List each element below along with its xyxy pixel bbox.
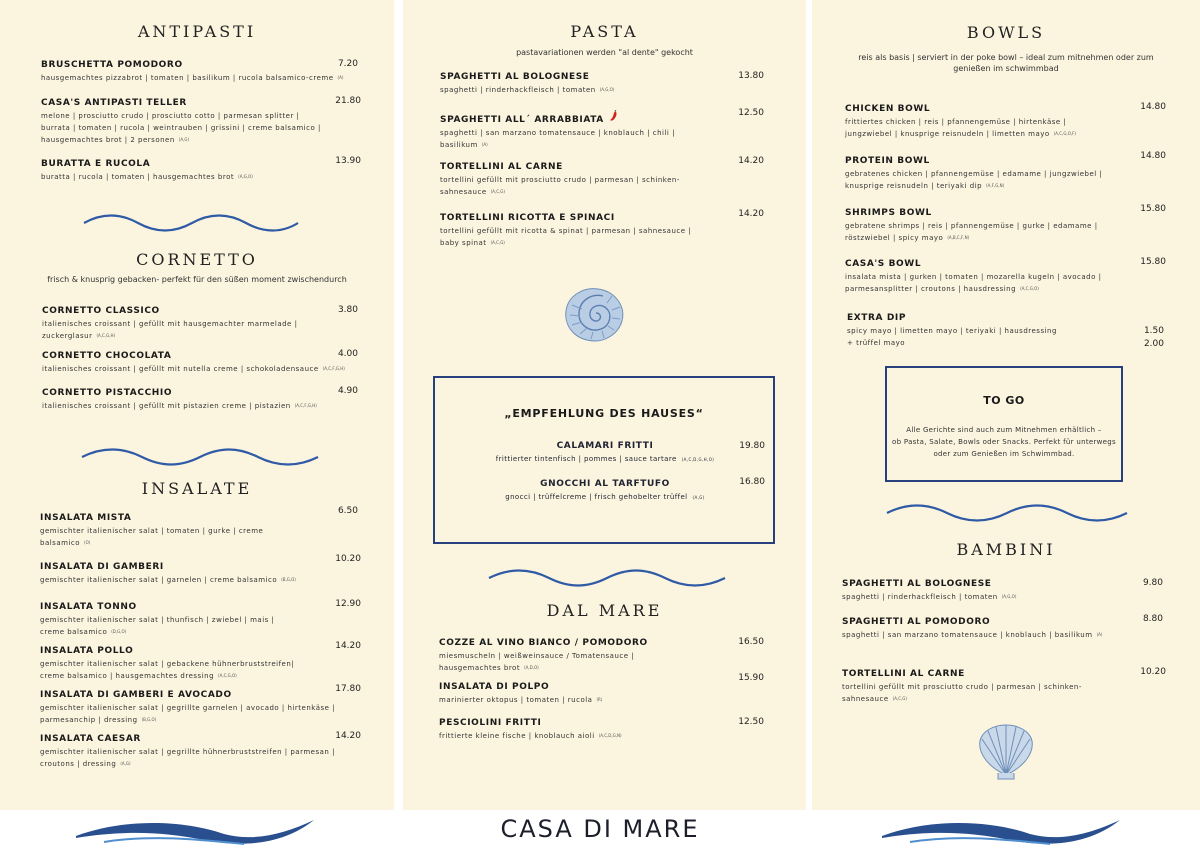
item-price: 1.50 [1143,326,1164,336]
item-desc: frittierter tintenfisch | pommes | sauce tartare (A,C,D,G,H,O) [495,455,715,463]
item-name: COZZE AL VINO BIANCO / POMODORO [439,638,648,648]
item-desc: italienisches croissant | gefüllt mit hausgemachter marmelade | zuckerglasur (A,C,G,H) [42,320,298,340]
item-price: 14.20 [335,731,361,741]
item-price: 7.20 [337,59,358,69]
item-price: 10.20 [1140,667,1166,677]
item-name: INSALATA DI GAMBERI E AVOCADO [40,690,232,700]
footer [0,810,1200,849]
menu-item [42,388,317,412]
item-name: INSALATA POLLO [40,646,134,656]
item-price: 8.80 [1142,614,1163,624]
item-desc: gebratenes chicken | pfannengemüse | edamame | jungzwiebel | knusprige reisnudeln | teriyaki dip (A,F,G,N) [845,170,1103,190]
menu-panel-left [0,0,394,810]
item-name: SHRIMPS BOWL [845,208,932,218]
item-name: SPAGHETTI AL BOLOGNESE [440,72,590,82]
extra-dip [847,313,1057,349]
item-name: CORNETTO PISTACCHIO [42,388,173,398]
item-price: 4.90 [337,386,358,396]
item-price: 12.50 [738,108,764,118]
item-desc: spaghetti | san marzano tomatensauce | knoblauch | chili | basilikum (A) [440,129,675,149]
menu-item [40,734,335,770]
item-name: TORTELLINI RICOTTA E SPINACI [440,213,615,223]
item-name: PROTEIN BOWL [845,156,930,166]
item-price: 13.90 [335,156,361,166]
item-desc: gemischter italienischer salat | tomaten | gurke | creme balsamico (O) [40,527,264,547]
item-price: 16.50 [738,637,764,647]
item-price: 14.80 [1140,102,1166,112]
insalate-title: INSALATE [141,479,253,498]
cornetto-subtitle: frisch & knusprig gebacken- perfekt für den süßen moment zwischendurch [47,275,347,284]
menu-item [845,259,1102,295]
item-price: 14.20 [335,641,361,651]
menu-item [435,479,775,501]
item-price: 16.80 [739,477,765,487]
item-desc: tortellini gefüllt mit ricotta & spinat | parmesan | sahnesauce | baby spinat (A,C,G) [440,227,692,247]
item-desc: spaghetti | rinderhackfleisch | tomaten (A,G,O) [842,593,1017,601]
item-desc: miesmuscheln | weißweinsauce / Tomatensauce | hausgemachtes brot (A,D,O) [439,652,635,672]
wave-divider-icon [80,445,320,469]
menu-item [842,579,1016,603]
item-price: 15.80 [1140,257,1166,267]
item-price: 9.80 [1142,578,1163,588]
menu-item [440,110,675,151]
item-desc: marinierter oktopus | tomaten | rucola (R) [439,696,603,704]
item-desc: insalata mista | gurken | tomaten | mozarella kugeln | avocado | parmesansplitter | croutons | hausdressing (A,C,G,O) [845,273,1102,293]
menu-item [440,213,691,249]
recommendation-box [433,376,775,544]
recommendation-title: „EMPFEHLUNG DES HAUSES“ [504,407,704,420]
item-desc: spicy mayo | limetten mayo | teriyaki | hausdressing + trüffel mayo [847,327,1057,347]
item-name: CASA'S ANTIPASTI TELLER [41,98,187,108]
item-desc: italienisches croissant | gefüllt mit pistazien creme | pistazien (A,C,F,G,H) [42,402,317,410]
menu-item [42,306,297,342]
item-price: 10.20 [335,554,361,564]
pasta-title: PASTA [570,22,639,41]
item-desc: gebratene shrimps | reis | pfannengemüse | gurke | edamame | röstzwiebel | spicy mayo (A,B,C,F,N) [845,222,1098,242]
dal-mare-title: DAL MARE [546,601,663,620]
menu-item [845,104,1076,140]
menu-item [40,690,335,726]
menu-item [439,718,622,742]
item-desc: tortellini gefüllt mit prosciutto crudo | parmesan | schinken- sahnesauce (A,C,G) [842,683,1082,703]
menu-item [435,441,775,463]
to-go-text: Alle Gerichte sind auch zum Mitnehmen erhältlich – ob Pasta, Salate, Bowls oder Snacks. Perfekt für unterwegs oder zum Genießen im Schwimmbad. [892,426,1116,458]
item-name: SPAGHETTI AL POMODORO [842,617,991,627]
item-name: TORTELLINI AL CARNE [842,669,965,679]
wave-divider-icon [82,213,300,237]
footer-wave-icon [880,814,1122,846]
item-price: 17.80 [335,684,361,694]
menu-item [440,162,680,198]
menu-item [845,156,1102,192]
item-name: CALAMARI FRITTI [556,441,654,451]
menu-item [41,60,343,84]
item-name: CORNETTO CLASSICO [42,306,160,316]
item-desc: buratta | rucola | tomaten | hausgemachtes brot (A,G,O) [41,173,253,181]
item-name: CHICKEN BOWL [845,104,931,114]
menu-item [842,617,1102,641]
item-desc: gemischter italienischer salat | gegrillte hühnerbruststreifen | parmesan | croutons | dressing (A,G) [40,748,335,768]
menu-item [842,669,1082,705]
item-price: 13.80 [738,71,764,81]
to-go-title: TO GO [983,394,1025,407]
item-name: BURATTA E RUCOLA [41,159,151,169]
item-name: TORTELLINI AL CARNE [440,162,563,172]
wave-divider-icon [487,566,727,590]
brand-logo: CASA DI MARE [500,815,700,843]
item-price: 19.80 [739,441,765,451]
item-price: 6.50 [337,506,358,516]
menu-item [41,98,321,146]
item-name: SPAGHETTI AL BOLOGNESE [842,579,992,589]
menu-item [439,682,602,706]
bambini-title: BAMBINI [956,540,1056,559]
item-desc: frittierte kleine fische | knoblauch aioli (A,C,D,G,N) [439,732,622,740]
item-name: SPAGHETTI ALL´ ARRABBIATA [440,110,675,125]
menu-item [845,208,1098,244]
menu-panel-right [812,0,1200,810]
bowls-subtitle: reis als basis | serviert in der poke bowl – ideal zum mitnehmen oder zum genießen im schwimmbad [858,53,1154,73]
item-name: INSALATA DI POLPO [439,682,550,692]
to-go-box [885,366,1123,482]
menu-item [40,513,263,549]
item-desc: melone | prosciutto crudo | prosciutto cotto | parmesan splitter | burrata | tomaten | rucola | weintrauben | grissini | creme balsamico | hausgemachtes brot | 2 personen (A,G) [41,112,321,144]
menu-item [41,159,253,183]
item-price: 12.90 [335,599,361,609]
item-desc: gemischter italienischer salat | thunfisch | zwiebel | mais | creme balsamico (D,G,O) [40,616,275,636]
menu-item [40,562,296,586]
item-name: INSALATA MISTA [40,513,132,523]
nautilus-shell-icon [560,283,632,345]
menu-item [440,72,614,96]
item-name: INSALATA TONNO [40,602,137,612]
item-price: 4.00 [337,349,358,359]
item-name: EXTRA DIP [847,313,907,323]
item-price: 2.00 [1143,339,1164,349]
item-desc: spaghetti | san marzano tomatensauce | knoblauch | basilikum (A) [842,631,1103,639]
item-name: PESCIOLINI FRITTI [439,718,542,728]
item-price: 14.20 [738,209,764,219]
menu-panel-middle [403,0,806,810]
item-price: 12.50 [738,717,764,727]
item-desc: hausgemachtes pizzabrot | tomaten | basilikum | rucola balsamico-creme (A) [41,74,344,82]
chili-icon [609,110,619,125]
item-name: GNOCCHI AL TARFTUFO [540,479,670,489]
menu-item [42,351,345,375]
item-name: BRUSCHETTA POMODORO [41,60,183,70]
item-price: 21.80 [335,96,361,106]
item-desc: gemischter italienischer salat | gegrillte garnelen | avocado | hirtenkäse | parmesanchip | dressing (B,G,O) [40,704,336,724]
item-price: 14.80 [1140,151,1166,161]
item-price: 14.20 [738,156,764,166]
item-desc: tortellini gefüllt mit prosciutto crudo | parmesan | schinken- sahnesauce (A,C,G) [440,176,680,196]
item-name: CASA'S BOWL [845,259,922,269]
item-desc: gemischter italienischer salat | gebackene hühnerbruststreifen| creme balsamico | hausgemachtes dressing (A,C,G,O) [40,660,295,680]
cornetto-title: CORNETTO [136,250,258,269]
menu-item [40,646,294,682]
antipasti-title: ANTIPASTI [137,22,257,41]
item-price: 3.80 [337,305,358,315]
bowls-title: BOWLS [966,23,1046,42]
pasta-subtitle: pastavariationen werden "al dente" gekocht [516,48,693,57]
wave-divider-icon [885,501,1129,525]
item-price: 15.90 [738,673,764,683]
item-desc: italienisches croissant | gefüllt mit nutella creme | schokoladensauce (A,C,F,G,H) [42,365,345,373]
menu-item [439,638,648,674]
item-name: INSALATA CAESAR [40,734,141,744]
menu-item [40,602,274,638]
item-name: INSALATA DI GAMBERI [40,562,164,572]
item-desc: gnocci | trüffelcreme | frisch gehobelter trüffel (A,G) [505,493,705,501]
item-desc: gemischter italienischer salat | garnelen | creme balsamico (B,G,O) [40,576,296,584]
item-desc: spaghetti | rinderhackfleisch | tomaten (A,G,O) [440,86,615,94]
item-desc: frittiertes chicken | reis | pfannengemüse | hirtenkäse | jungzwiebel | knusprige reisnudeln | limetten mayo (A,C,G,O,F) [845,118,1076,138]
item-name: CORNETTO CHOCOLATA [42,351,172,361]
scallop-shell-icon [974,723,1038,781]
item-price: 15.80 [1140,204,1166,214]
